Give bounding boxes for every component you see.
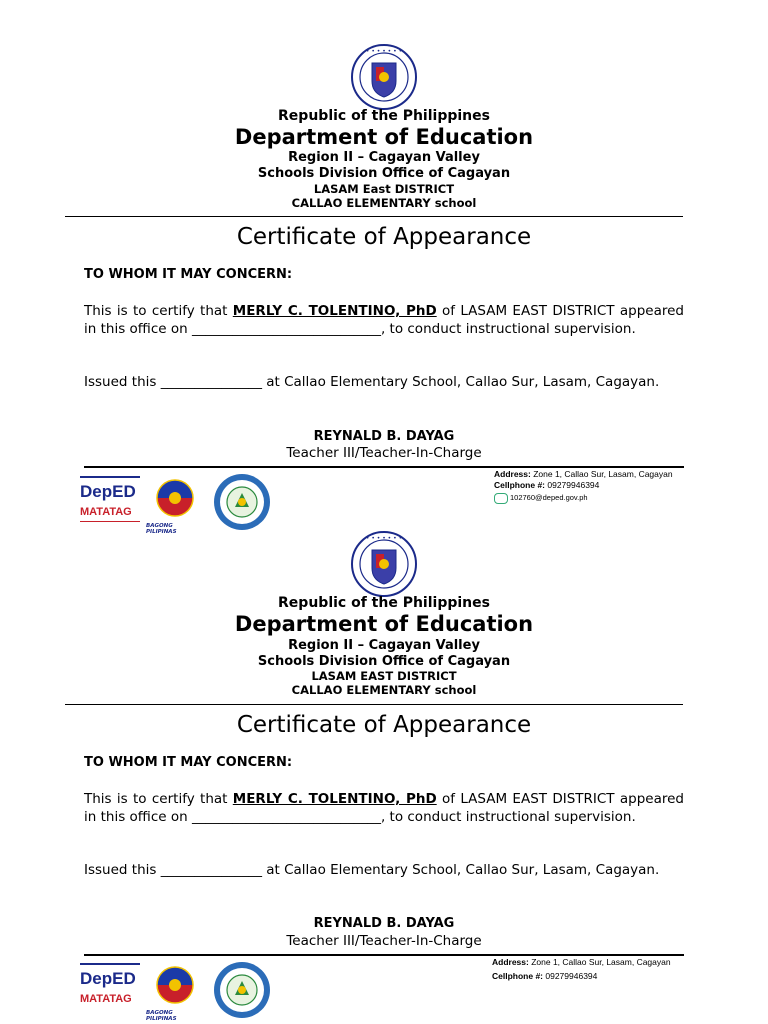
department-line: Department of Education bbox=[234, 612, 534, 636]
bagong-pilipinas-text: BAGONG PILIPINAS bbox=[146, 1010, 177, 1022]
matatag-wordmark: MATATAG bbox=[80, 506, 132, 518]
region-line: Region II – Cagayan Valley bbox=[288, 638, 480, 653]
deped-matatag-logo bbox=[80, 476, 142, 526]
signatory-title: Teacher III/Teacher-In-Charge bbox=[286, 445, 482, 461]
issued-paragraph: Issued this _______________ at Callao Elementary School, Callao Sur, Lasam, Cagayan. bbox=[84, 374, 660, 390]
republic-line: Republic of the Philippines bbox=[278, 595, 490, 611]
issued-paragraph: Issued this _______________ at Callao Elementary School, Callao Sur, Lasam, Cagayan. bbox=[84, 862, 660, 878]
certificate-title: Certificate of Appearance bbox=[236, 224, 532, 250]
deped-seal-icon bbox=[350, 43, 418, 111]
address-value: Zone 1, Callao Sur, Lasam, Cagayan bbox=[530, 469, 673, 479]
division-line: Schools Division Office of Cagayan bbox=[257, 654, 511, 669]
certified-person-name: MERLY C. TOLENTINO, PhD bbox=[232, 791, 437, 807]
certification-paragraph bbox=[84, 302, 684, 338]
footer-divider bbox=[84, 954, 684, 956]
department-line: Department of Education bbox=[234, 125, 534, 149]
svg-text:• • • • • • •: • • • • • • • bbox=[365, 535, 403, 542]
signatory-name: REYNALD B. DAYAG bbox=[313, 916, 455, 931]
bagong-pilipinas-logo bbox=[146, 965, 204, 1022]
division-line: Schools Division Office of Cagayan bbox=[257, 166, 511, 181]
certificate-title: Certificate of Appearance bbox=[236, 712, 532, 738]
bagong-pilipinas-logo bbox=[146, 478, 204, 535]
email-icon bbox=[494, 493, 508, 504]
phone-value: 09279946394 bbox=[543, 971, 598, 981]
contact-info bbox=[492, 957, 671, 982]
bagong-pilipinas-icon bbox=[146, 478, 204, 518]
school-line: CALLAO ELEMENTARY school bbox=[291, 683, 477, 697]
phone-label: Cellphone #: bbox=[492, 971, 544, 981]
header-divider bbox=[65, 704, 683, 705]
contact-info bbox=[494, 469, 673, 504]
matatag-wordmark: MATATAG bbox=[80, 993, 132, 1005]
district-line: LASAM East DISTRICT bbox=[313, 182, 455, 196]
paragraph-intro: This is to certify that bbox=[84, 303, 233, 319]
paragraph-rest: of LASAM EAST DISTRICT appeared in this office on ____________________________, to conduct instructional supervision. bbox=[84, 791, 684, 825]
address-label: Address: bbox=[494, 469, 531, 479]
paragraph-intro: This is to certify that bbox=[84, 791, 233, 807]
school-line: CALLAO ELEMENTARY school bbox=[291, 196, 477, 210]
signatory-title: Teacher III/Teacher-In-Charge bbox=[286, 933, 482, 949]
paragraph-rest: of LASAM EAST DISTRICT appeared in this office on ____________________________, to conduct instructional supervision. bbox=[84, 303, 684, 337]
republic-line: Republic of the Philippines bbox=[278, 108, 490, 124]
header-divider bbox=[65, 216, 683, 217]
school-seal-icon bbox=[213, 473, 271, 531]
signatory-name: REYNALD B. DAYAG bbox=[313, 429, 455, 444]
deped-seal-icon bbox=[350, 530, 418, 598]
phone-label: Cellphone #: bbox=[494, 480, 546, 490]
bagong-pilipinas-text: BAGONG PILIPINAS bbox=[146, 523, 177, 535]
salutation: TO WHOM IT MAY CONCERN: bbox=[84, 267, 293, 282]
deped-matatag-logo bbox=[80, 963, 142, 1013]
deped-wordmark: DepED bbox=[80, 969, 136, 988]
svg-text:• • • • • • •: • • • • • • • bbox=[365, 48, 403, 55]
footer-divider bbox=[84, 466, 684, 468]
salutation: TO WHOM IT MAY CONCERN: bbox=[84, 755, 293, 770]
address-value: Zone 1, Callao Sur, Lasam, Cagayan bbox=[528, 957, 671, 967]
district-line: LASAM EAST DISTRICT bbox=[311, 669, 457, 683]
phone-value: 09279946394 bbox=[545, 480, 600, 490]
certified-person-name: MERLY C. TOLENTINO, PhD bbox=[232, 303, 437, 319]
certification-paragraph bbox=[84, 790, 684, 826]
school-seal-icon bbox=[213, 961, 271, 1019]
email-value: 102760@deped.gov.ph bbox=[510, 493, 588, 502]
bagong-pilipinas-icon bbox=[146, 965, 204, 1005]
address-label: Address: bbox=[492, 957, 529, 967]
deped-wordmark: DepED bbox=[80, 482, 136, 501]
region-line: Region II – Cagayan Valley bbox=[288, 150, 480, 165]
